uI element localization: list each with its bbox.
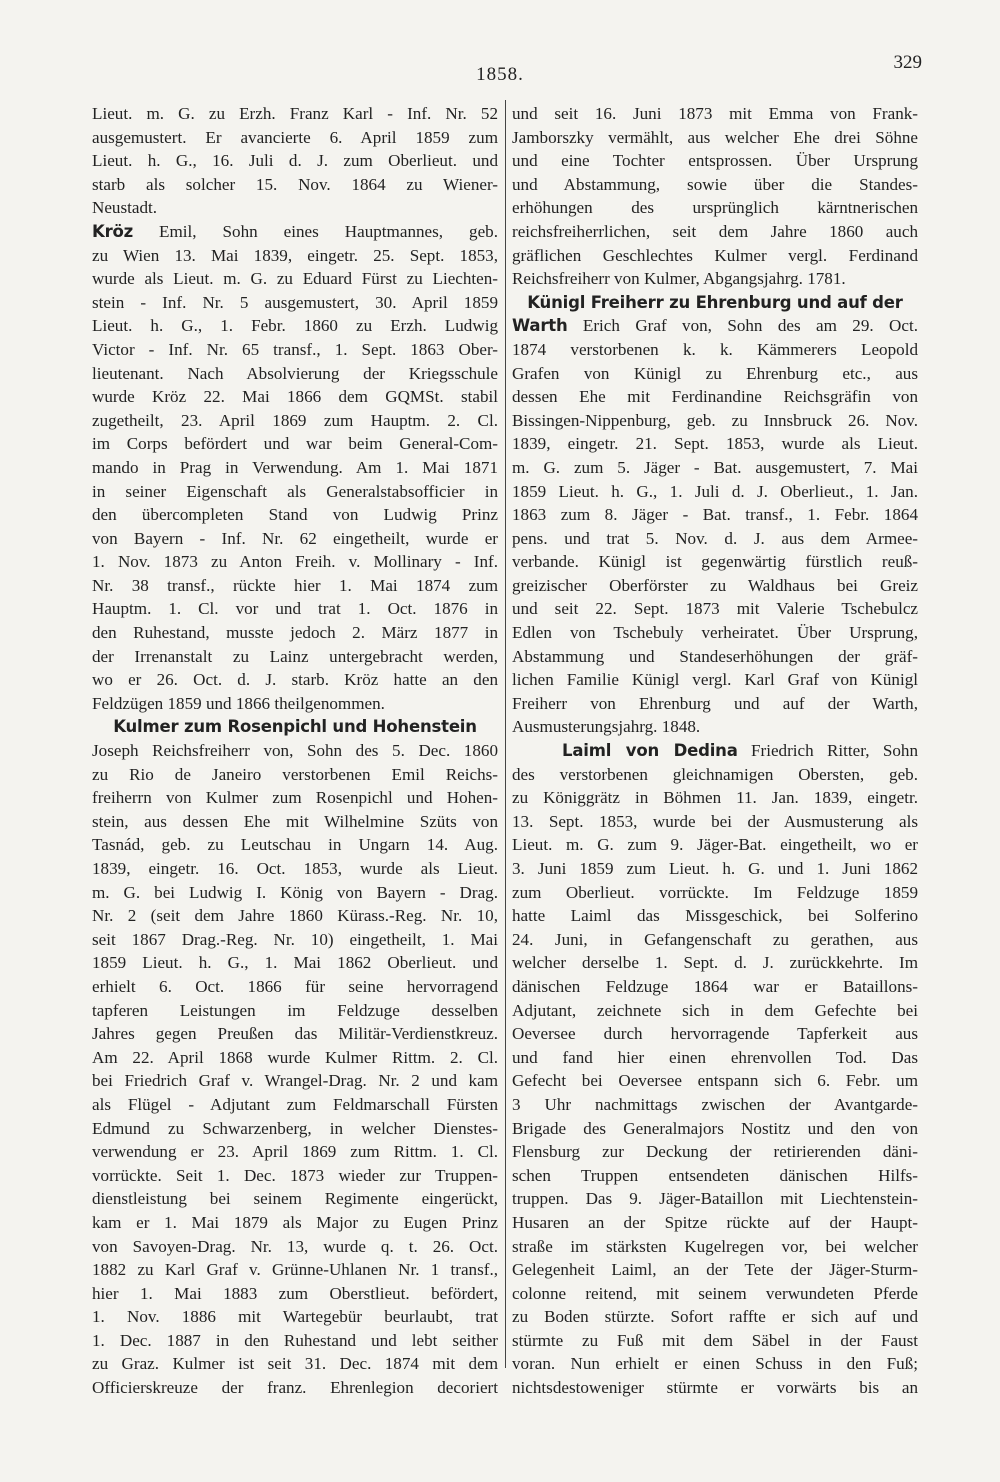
text-line xyxy=(512,1376,918,1400)
text-line xyxy=(92,763,498,787)
text-line xyxy=(92,1211,498,1235)
line-text: schen Truppen entsendeten dänischen Hilfs- xyxy=(512,1165,918,1185)
line-text: 24. Juni, in Gefangenschaft zu gerathen, aus xyxy=(512,929,918,949)
right-column xyxy=(512,102,918,1400)
line-text: zum Oberlieut. vorrückte. Im Feldzuge 1859 xyxy=(512,882,918,902)
text-line xyxy=(92,503,498,527)
line-text: freiherrn von Kulmer zum Rosenpichl und Hohen- xyxy=(92,788,498,808)
line-text: in seiner Eigenschaft als Generalstabsofficier in xyxy=(92,481,498,501)
text-line xyxy=(512,692,918,716)
line-text: dessen Ehe mit Ferdinandine Reichsgräfin von xyxy=(512,387,918,407)
line-text: reichsfreiherrlichen, seit dem Jahre 1860 auch xyxy=(512,221,918,241)
line-text: Friedrich Ritter, Sohn xyxy=(737,741,918,761)
line-text: Edlen von Tschebuly verheiratet. Über Ursprung, xyxy=(512,623,918,643)
line-text: des verstorbenen gleichnamigen Obersten, geb. xyxy=(512,764,918,784)
text-line xyxy=(92,1376,498,1400)
line-text: stürmte zu Fuß mit dem Säbel in der Faust xyxy=(512,1330,918,1350)
entry-heading-line xyxy=(512,739,918,763)
text-line xyxy=(512,1117,918,1141)
text-line xyxy=(512,574,918,598)
line-text: Grafen von Künigl zu Ehrenburg etc., aus xyxy=(512,363,918,383)
text-line xyxy=(92,1352,498,1376)
text-line xyxy=(512,1164,918,1188)
line-text: verbande. Künigl ist gegenwärtig fürstlich reuß- xyxy=(512,552,918,572)
text-line xyxy=(512,786,918,810)
line-text: und fand hier einen ehrenvollen Tod. Das xyxy=(512,1047,918,1067)
line-text: Edmund zu Schwarzenberg, in welcher Dienstes- xyxy=(92,1118,498,1138)
line-text: der Irrenanstalt zu Lainz untergebracht werden, xyxy=(92,646,498,666)
line-text: Freiherr von Ehrenburg und auf der Warth, xyxy=(512,693,918,713)
line-text: und seit 16. Juni 1873 mit Emma von Frank- xyxy=(512,104,918,123)
line-text: Flensburg zur Deckung der retirierenden däni- xyxy=(512,1142,918,1162)
text-line xyxy=(512,362,918,386)
text-line xyxy=(92,810,498,834)
line-text: 1874 verstorbenen k. k. Kämmerers Leopold xyxy=(512,339,918,359)
text-line xyxy=(512,951,918,975)
text-line xyxy=(92,1046,498,1070)
text-line xyxy=(92,338,498,362)
text-line xyxy=(92,645,498,669)
text-line xyxy=(92,668,498,692)
line-text: straße im stärksten Kugelregen vor, bei welcher xyxy=(512,1236,918,1256)
text-line xyxy=(92,1117,498,1141)
text-line xyxy=(92,1187,498,1211)
line-text: Joseph Reichsfreiherr von, Sohn des 5. Dec. 1860 xyxy=(92,741,498,761)
text-line xyxy=(92,951,498,975)
text-line xyxy=(92,1069,498,1093)
text-line xyxy=(512,1305,918,1329)
text-line xyxy=(512,881,918,905)
text-line xyxy=(512,833,918,857)
line-text: Lieut. h. G., 1. Febr. 1860 zu Erzh. Ludwig xyxy=(92,316,498,336)
line-text: von Bayern - Inf. Nr. 62 eingetheilt, wurde er xyxy=(92,528,498,548)
line-text: dänischen Feldzuge 1864 war er Bataillons- xyxy=(512,976,918,996)
text-line xyxy=(512,1258,918,1282)
line-text: Reichsfreiherr von Kulmer, Abgangsjahrg. 1781. xyxy=(512,269,846,289)
text-line xyxy=(92,1282,498,1306)
left-column xyxy=(92,102,498,1400)
text-line xyxy=(512,857,918,881)
text-line xyxy=(92,480,498,504)
text-line xyxy=(512,1140,918,1164)
line-text: starb als solcher 15. Nov. 1864 zu Wiener- xyxy=(92,174,498,194)
text-line xyxy=(512,503,918,527)
line-text: Emil, Sohn eines Hauptmannes, geb. xyxy=(133,221,498,241)
line-text: erhielt 6. Oct. 1866 für seine hervorragend xyxy=(92,976,498,996)
line-text: zu Boden stürzte. Sofort raffte er sich auf und xyxy=(512,1307,918,1327)
line-text: truppen. Das 9. Jäger-Bataillon mit Liechtenstein- xyxy=(512,1189,918,1209)
text-line xyxy=(92,739,498,763)
text-line xyxy=(92,1093,498,1117)
line-text: lieutenant. Nach Absolvierung der Kriegsschule xyxy=(92,363,498,383)
entry-name: Warth xyxy=(512,316,568,336)
text-line xyxy=(92,1022,498,1046)
line-text: als Flügel - Adjutant zum Feldmarschall Fürsten xyxy=(92,1094,498,1114)
text-line xyxy=(512,928,918,952)
text-line xyxy=(512,597,918,621)
line-text: 1859 Lieut. h. G., 1. Juli d. J. Oberlieut., 1. Jan. xyxy=(512,481,918,501)
text-line xyxy=(512,810,918,834)
text-line xyxy=(512,1352,918,1376)
line-text: Feldzügen 1859 und 1866 theilgenommen. xyxy=(92,693,385,713)
text-line xyxy=(512,1235,918,1259)
line-text: Nr. 38 transf., rückte hier 1. Mai 1874 zum xyxy=(92,575,498,595)
text-line xyxy=(512,385,918,409)
line-text: Abstammung und Standeserhöhungen der gräf- xyxy=(512,646,918,666)
text-line xyxy=(92,975,498,999)
text-line xyxy=(92,550,498,574)
text-line xyxy=(512,999,918,1023)
text-line xyxy=(92,244,498,268)
line-text: Am 22. April 1868 wurde Kulmer Rittm. 2. Cl. xyxy=(92,1047,498,1067)
text-line xyxy=(512,338,918,362)
line-text: m. G. bei Ludwig I. König von Bayern - Drag. xyxy=(92,882,498,902)
text-line xyxy=(512,244,918,268)
text-line xyxy=(512,763,918,787)
line-text: mando in Prag in Verwendung. Am 1. Mai 1871 xyxy=(92,457,498,477)
text-line xyxy=(92,1305,498,1329)
line-text: bei Friedrich Graf v. Wrangel-Drag. Nr. 2 und kam xyxy=(92,1071,498,1091)
entry-name: Kulmer zum Rosenpichl und Hohenstein xyxy=(113,717,477,737)
line-text: 1. Dec. 1887 in den Ruhestand und lebt seither xyxy=(92,1330,498,1350)
line-text: Bissingen-Nippenburg, geb. zu Innsbruck 26. Nov. xyxy=(512,410,918,430)
text-line xyxy=(92,833,498,857)
line-text: 3 Uhr nachmittags zwischen der Avantgarde- xyxy=(512,1094,918,1114)
text-line xyxy=(512,126,918,150)
line-text: 1863 zum 8. Jäger - Bat. transf., 1. Febr. 1864 xyxy=(512,505,918,525)
text-line xyxy=(512,1046,918,1070)
line-text: hier 1. Mai 1883 zum Oberstlieut. befördert, xyxy=(92,1283,498,1303)
text-line xyxy=(92,527,498,551)
page-header-year: 1858. xyxy=(476,64,524,85)
line-text: Gefecht bei Oeversee entspann sich 6. Febr. um xyxy=(512,1071,918,1091)
line-text: verwendung er 23. April 1869 zum Rittm. 1. Cl. xyxy=(92,1142,498,1162)
line-text: kam er 1. Mai 1879 als Major zu Eugen Prinz xyxy=(92,1212,498,1232)
text-line xyxy=(92,362,498,386)
line-text: Gelegenheit Laiml, an der Tete der Jäger-Sturm- xyxy=(512,1260,918,1280)
text-line xyxy=(512,621,918,645)
line-text: Jamborszky vermählt, aus welcher Ehe drei Söhne xyxy=(512,127,918,147)
text-line xyxy=(512,1022,918,1046)
line-text: Lieut. m. G. zu Erzh. Franz Karl - Inf. Nr. 52 xyxy=(92,104,498,123)
text-line xyxy=(512,432,918,456)
text-line xyxy=(92,1140,498,1164)
line-text: Brigade des Generalmajors Nostitz und den von xyxy=(512,1118,918,1138)
line-text: 1882 zu Karl Graf v. Grünne-Uhlanen Nr. 1 transf., xyxy=(92,1260,498,1280)
line-text: im Corps befördert und war beim General-Com- xyxy=(92,434,498,454)
entry-heading-line xyxy=(92,715,498,739)
line-text: voran. Nun erhielt er einen Schuss in den Fuß; xyxy=(512,1354,918,1374)
text-line xyxy=(512,975,918,999)
text-line xyxy=(512,904,918,928)
line-text: seit 1867 Drag.-Reg. Nr. 10) eingetheilt, 1. Mai xyxy=(92,929,498,949)
text-line xyxy=(92,291,498,315)
line-text: erhöhungen des ursprünglich kärntnerischen xyxy=(512,198,918,218)
text-line xyxy=(92,102,498,126)
line-text: zu Rio de Janeiro verstorbenen Emil Reichs- xyxy=(92,764,498,784)
entry-name: Laiml von Dedina xyxy=(562,741,738,761)
line-text: tapferen Leistungen im Feldzuge desselben xyxy=(92,1000,498,1020)
text-line xyxy=(512,1093,918,1117)
text-line xyxy=(92,1258,498,1282)
text-line xyxy=(92,574,498,598)
text-line xyxy=(512,102,918,126)
line-text: pens. und trat 5. Nov. d. J. aus dem Armee- xyxy=(512,528,918,548)
page-number: 329 xyxy=(893,52,922,73)
text-line xyxy=(512,645,918,669)
text-line xyxy=(512,456,918,480)
line-text: stein, aus dessen Ehe mit Wilhelmine Szüts von xyxy=(92,811,498,831)
entry-name: Künigl Freiherr zu Ehrenburg und auf der xyxy=(527,292,903,312)
line-text: zu Königgrätz in Böhmen 11. Jan. 1839, eingetr. xyxy=(512,788,918,808)
text-line xyxy=(92,385,498,409)
line-text: stein - Inf. Nr. 5 ausgemustert, 30. April 1859 xyxy=(92,292,498,312)
line-text: gräflichen Geschlechtes Kulmer vergl. Ferdinand xyxy=(512,245,918,265)
line-text: Adjutant, zeichnete sich in dem Gefechte bei xyxy=(512,1000,918,1020)
text-line xyxy=(92,928,498,952)
text-line xyxy=(92,786,498,810)
text-line xyxy=(512,480,918,504)
line-text: Oeversee durch hervorragende Tapferkeit aus xyxy=(512,1024,918,1044)
line-text: 3. Juni 1859 zum Lieut. h. G. und 1. Juni 1862 xyxy=(512,859,918,878)
line-text: Victor - Inf. Nr. 65 transf., 1. Sept. 1863 Ober- xyxy=(92,339,498,359)
text-line xyxy=(512,149,918,173)
line-text: wurde Kröz 22. Mai 1866 dem GQMSt. stabil xyxy=(92,387,498,407)
line-text: zu Graz. Kulmer ist seit 31. Dec. 1874 mit dem xyxy=(92,1354,498,1374)
text-line xyxy=(512,196,918,220)
line-text: welcher derselbe 1. Sept. d. J. zurückkehrte. Im xyxy=(512,953,918,973)
text-line xyxy=(512,220,918,244)
text-line xyxy=(512,1282,918,1306)
text-line xyxy=(92,621,498,645)
line-text: Neustadt. xyxy=(92,198,158,218)
line-text: den Ruhestand, musste jedoch 2. März 1877 in xyxy=(92,623,498,643)
text-line xyxy=(512,527,918,551)
line-text: vorrückte. Seit 1. Dec. 1873 wieder zur Truppen- xyxy=(92,1165,498,1185)
text-line xyxy=(512,409,918,433)
line-text: greizischer Oberförster zu Waldhaus bei Greiz xyxy=(512,575,918,595)
line-text: Lieut. h. G., 16. Juli d. J. zum Oberlieut. und xyxy=(92,151,498,171)
line-text: m. G. zum 5. Jäger - Bat. ausgemustert, 7. Mai xyxy=(512,457,918,477)
line-text: Nr. 2 (seit dem Jahre 1860 Kürass.-Reg. Nr. 10, xyxy=(92,906,498,926)
line-text: Officierskreuze der franz. Ehrenlegion decoriert xyxy=(92,1378,498,1398)
line-text: zugetheilt, 23. April 1869 zum Hauptm. 2. Cl. xyxy=(92,410,498,430)
entry-heading-line xyxy=(92,220,498,244)
text-line xyxy=(92,196,498,220)
text-line xyxy=(92,456,498,480)
text-line xyxy=(92,149,498,173)
line-text: Tasnád, geb. zu Leutschau in Ungarn 14. Aug. xyxy=(92,835,498,855)
line-text: zu Wien 13. Mai 1839, eingetr. 25. Sept. 1853, xyxy=(92,245,498,265)
line-text: von Savoyen-Drag. Nr. 13, wurde q. t. 26. Oct. xyxy=(92,1236,498,1256)
text-line xyxy=(92,857,498,881)
text-line xyxy=(512,1069,918,1093)
text-line xyxy=(92,1329,498,1353)
line-text: und seit 22. Sept. 1873 mit Valerie Tschebulcz xyxy=(512,599,918,619)
text-line xyxy=(512,1211,918,1235)
line-text: dienstleistung bei seinem Regimente eingerückt, xyxy=(92,1189,498,1209)
entry-name: Kröz xyxy=(92,221,134,241)
text-line xyxy=(92,904,498,928)
line-text: 1859 Lieut. h. G., 1. Mai 1862 Oberlieut. und xyxy=(92,953,498,973)
text-line xyxy=(92,881,498,905)
line-text: wurde als Lieut. m. G. zu Eduard Fürst zu Liechten- xyxy=(92,269,498,289)
line-text: nichtsdestoweniger stürmte er vorwärts bis an xyxy=(512,1378,918,1398)
text-line xyxy=(512,1187,918,1211)
line-text: lichen Familie Künigl vergl. Karl Graf von Künigl xyxy=(512,670,918,690)
entry-heading-line xyxy=(512,291,918,315)
line-text: Jahres gegen Preußen das Militär-Verdienstkreuz. xyxy=(92,1024,498,1044)
text-line xyxy=(92,692,498,716)
text-line xyxy=(92,126,498,150)
text-line xyxy=(512,267,918,291)
line-text: 1839, eingetr. 21. Sept. 1853, wurde als Lieut. xyxy=(512,434,918,454)
text-line xyxy=(92,267,498,291)
line-text: 1839, eingetr. 16. Oct. 1853, wurde als Lieut. xyxy=(92,859,498,878)
text-line xyxy=(512,550,918,574)
text-line xyxy=(92,432,498,456)
line-text: Lieut. m. G. zum 9. Jäger-Bat. eingetheilt, wo er xyxy=(512,835,918,855)
line-text: Ausmusterungsjahrg. 1848. xyxy=(512,717,701,737)
line-text: wo er 26. Oct. d. J. starb. Kröz hatte an den xyxy=(92,670,498,690)
column-divider xyxy=(505,100,506,1368)
line-text: ausgemustert. Er avancierte 6. April 1859 zum xyxy=(92,127,498,147)
text-line xyxy=(92,409,498,433)
text-line xyxy=(92,597,498,621)
line-text: colonne reitend, mit seinem verwundeten Pferde xyxy=(512,1283,918,1303)
line-text: Hauptm. 1. Cl. vor und trat 1. Oct. 1876 in xyxy=(92,599,498,619)
line-text: Husaren an der Spitze rückte auf der Haupt- xyxy=(512,1212,918,1232)
line-text: 1. Nov. 1873 zu Anton Freih. v. Mollinary - Inf. xyxy=(92,552,498,572)
line-text: den übercompleten Stand von Ludwig Prinz xyxy=(92,505,498,525)
line-text: 1. Nov. 1886 mit Wartegebür beurlaubt, trat xyxy=(92,1307,498,1327)
entry-heading-line xyxy=(512,314,918,338)
text-line xyxy=(512,668,918,692)
line-text: 13. Sept. 1853, wurde bei der Ausmusterung als xyxy=(512,811,918,831)
text-line xyxy=(92,1164,498,1188)
text-line xyxy=(512,173,918,197)
text-line xyxy=(92,999,498,1023)
text-line xyxy=(92,314,498,338)
text-line xyxy=(92,1235,498,1259)
text-line xyxy=(512,715,918,739)
line-text: Erich Graf von, Sohn des am 29. Oct. xyxy=(567,316,918,336)
line-text: und eine Tochter entsprossen. Über Ursprung xyxy=(512,151,918,171)
text-line xyxy=(512,1329,918,1353)
line-text: und Abstammung, sowie über die Standes- xyxy=(512,174,918,194)
line-text: hatte Laiml das Missgeschick, bei Solferino xyxy=(512,906,918,926)
text-line xyxy=(92,173,498,197)
